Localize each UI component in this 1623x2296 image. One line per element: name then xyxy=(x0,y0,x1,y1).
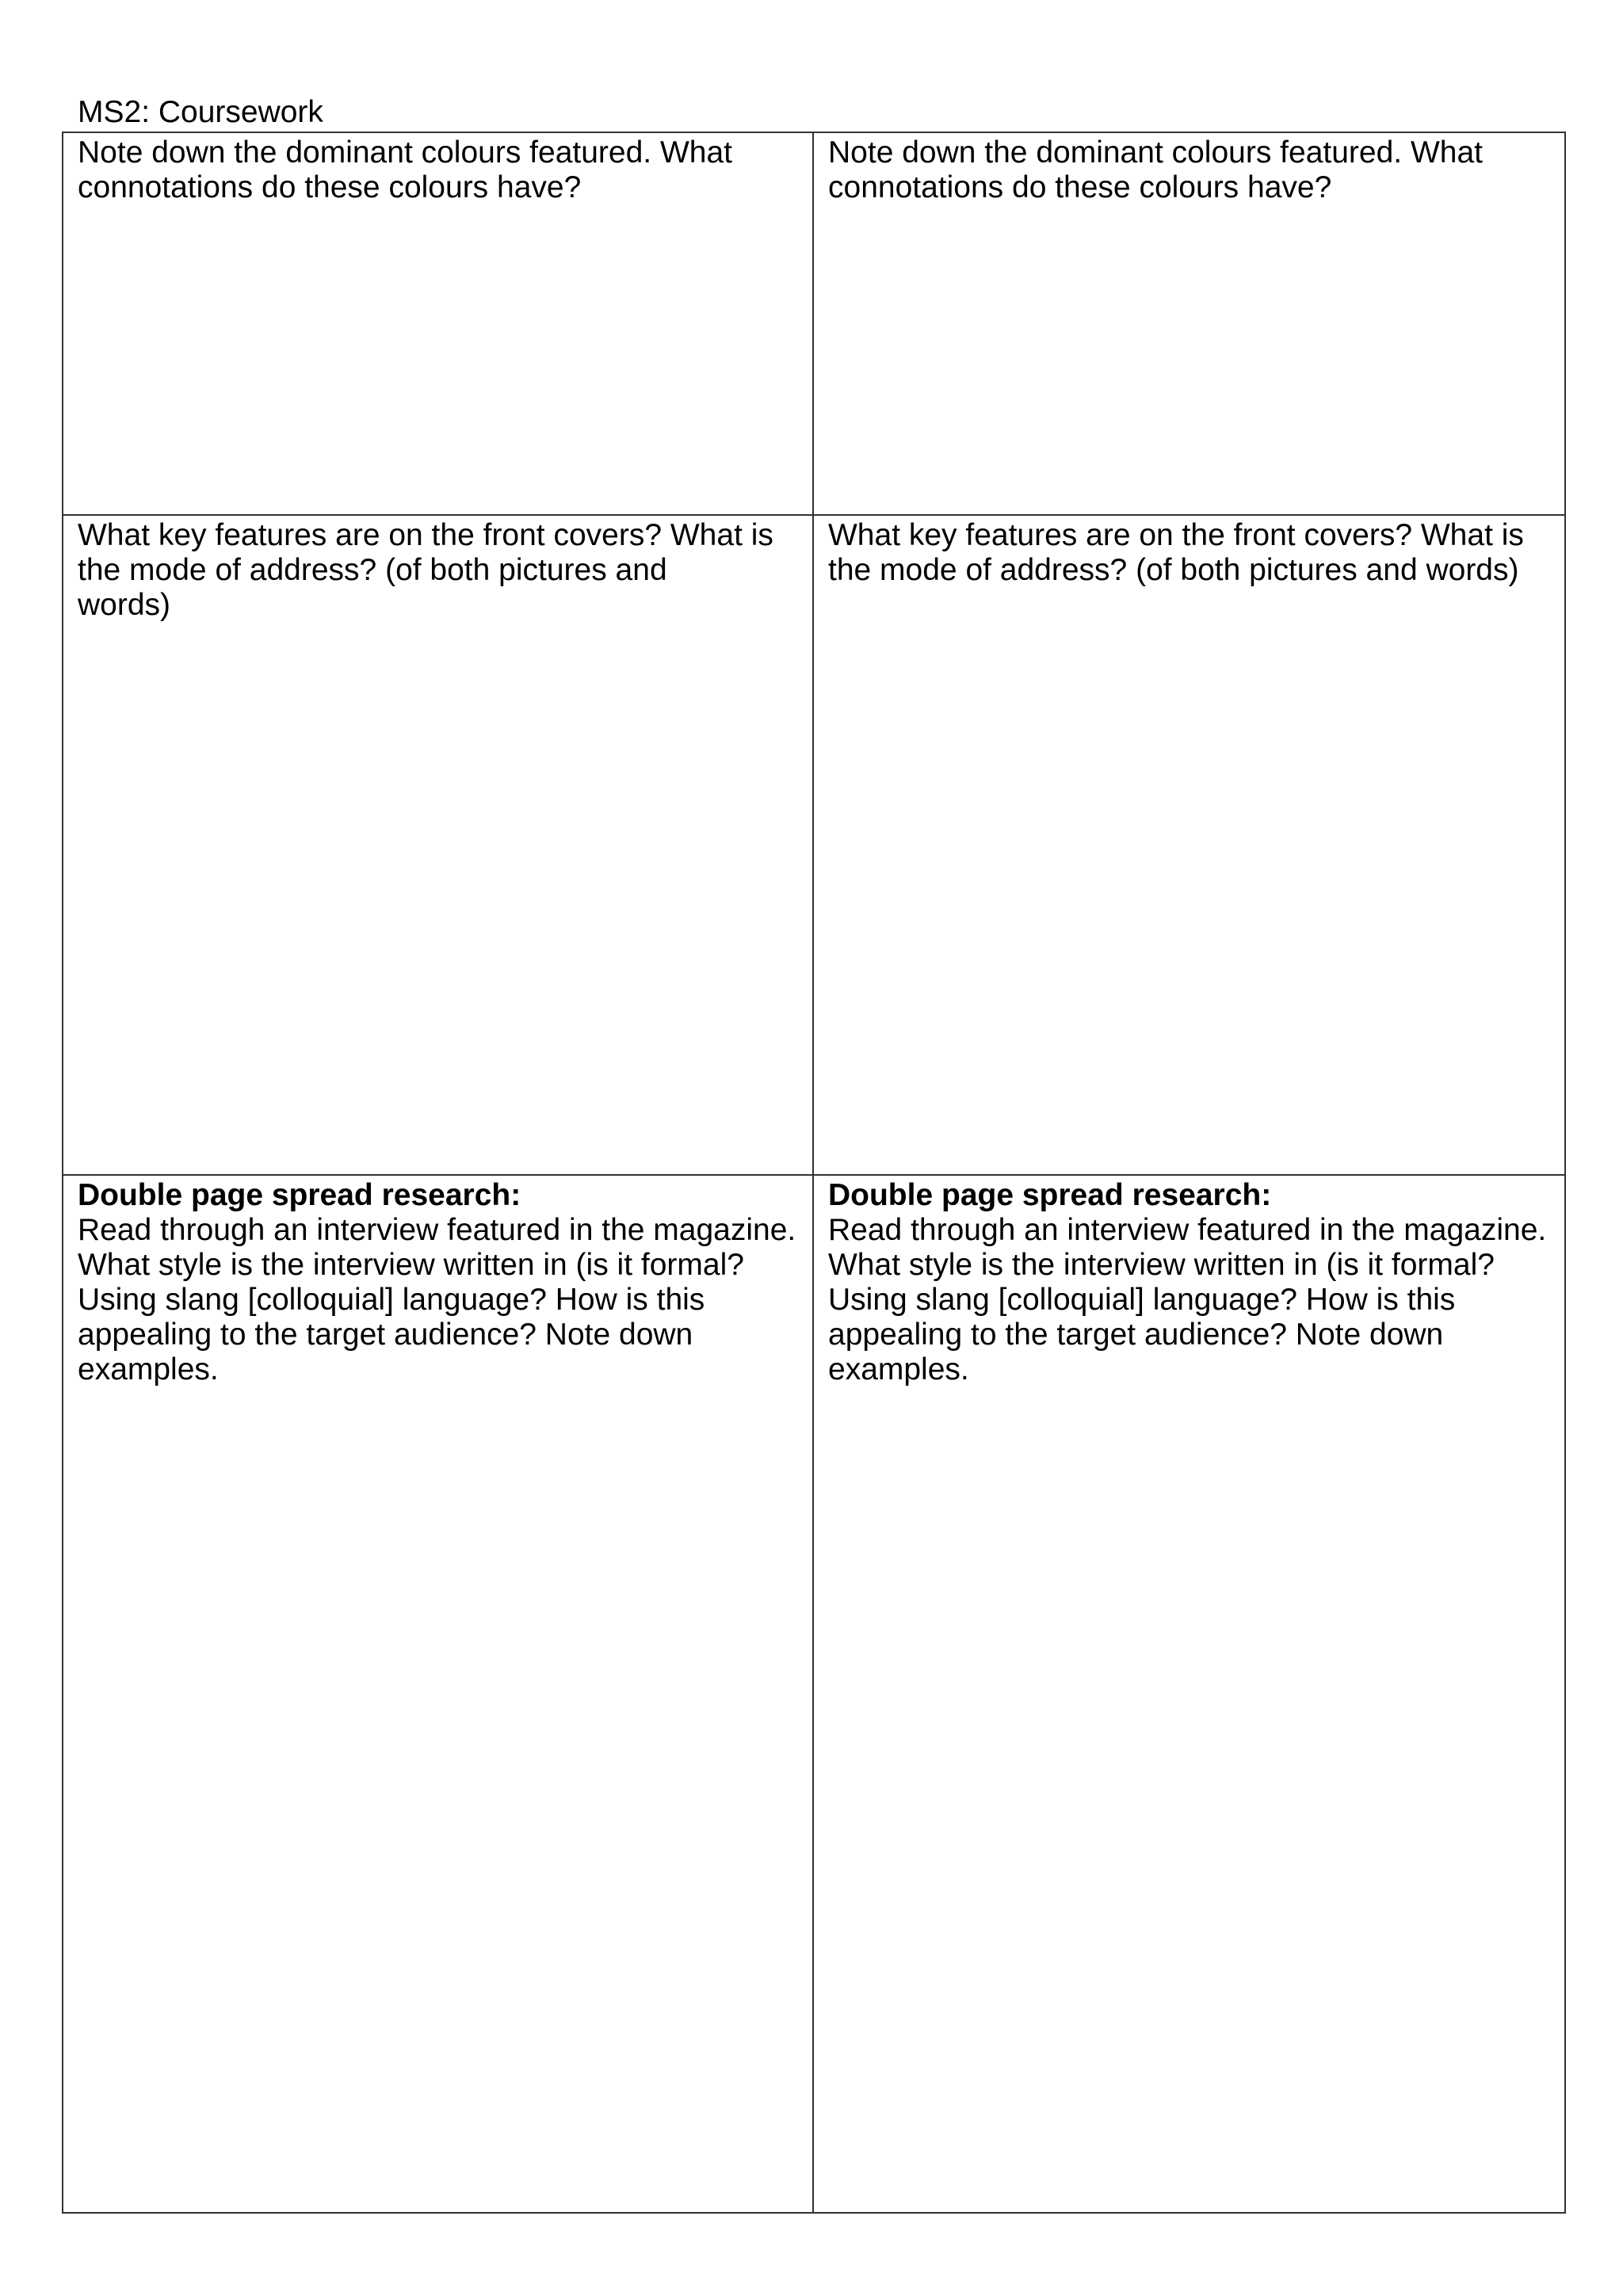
question-line: the mode of address? (of both pictures and words) xyxy=(828,553,1519,587)
page-title: MS2: Coursework xyxy=(78,95,323,129)
section-title: Double page spread research: xyxy=(78,1178,521,1212)
question-line: words) xyxy=(78,588,171,622)
question-line: the mode of address? (of both pictures and xyxy=(78,553,667,587)
question-line: examples. xyxy=(78,1352,219,1386)
colours-question-cell-right[interactable] xyxy=(814,133,1564,514)
front-cover-question-cell-right[interactable] xyxy=(814,514,1564,1174)
question-text: Note down the dominant colours featured. What connotations do these colours have? xyxy=(828,135,1483,204)
question-line: Using slang [colloquial] language? How is this xyxy=(78,1283,705,1317)
question-line: appealing to the target audience? Note down xyxy=(78,1318,693,1352)
question-line: Read through an interview featured in the magazine. xyxy=(828,1213,1547,1247)
double-page-spread-cell-right[interactable] xyxy=(814,1174,1564,2212)
question-line: What style is the interview written in (is it formal? xyxy=(828,1248,1495,1282)
double-page-spread-cell-left[interactable] xyxy=(63,1174,814,2212)
question-line: What style is the interview written in (is it formal? xyxy=(78,1248,744,1282)
section-title: Double page spread research: xyxy=(828,1178,1272,1212)
question-line: What key features are on the front covers? What is xyxy=(78,518,773,552)
question-text: Note down the dominant colours featured. What connotations do these colours have? xyxy=(78,135,732,204)
front-cover-question-cell-left[interactable] xyxy=(63,514,814,1174)
question-line: Read through an interview featured in the magazine. xyxy=(78,1213,796,1247)
question-line: Using slang [colloquial] language? How is this xyxy=(828,1283,1456,1317)
question-line: appealing to the target audience? Note down xyxy=(828,1318,1444,1352)
colours-question-cell-left[interactable] xyxy=(63,133,814,514)
question-line: examples. xyxy=(828,1352,969,1386)
worksheet-table xyxy=(62,132,1566,2214)
question-line: What key features are on the front covers? What is xyxy=(828,518,1524,552)
